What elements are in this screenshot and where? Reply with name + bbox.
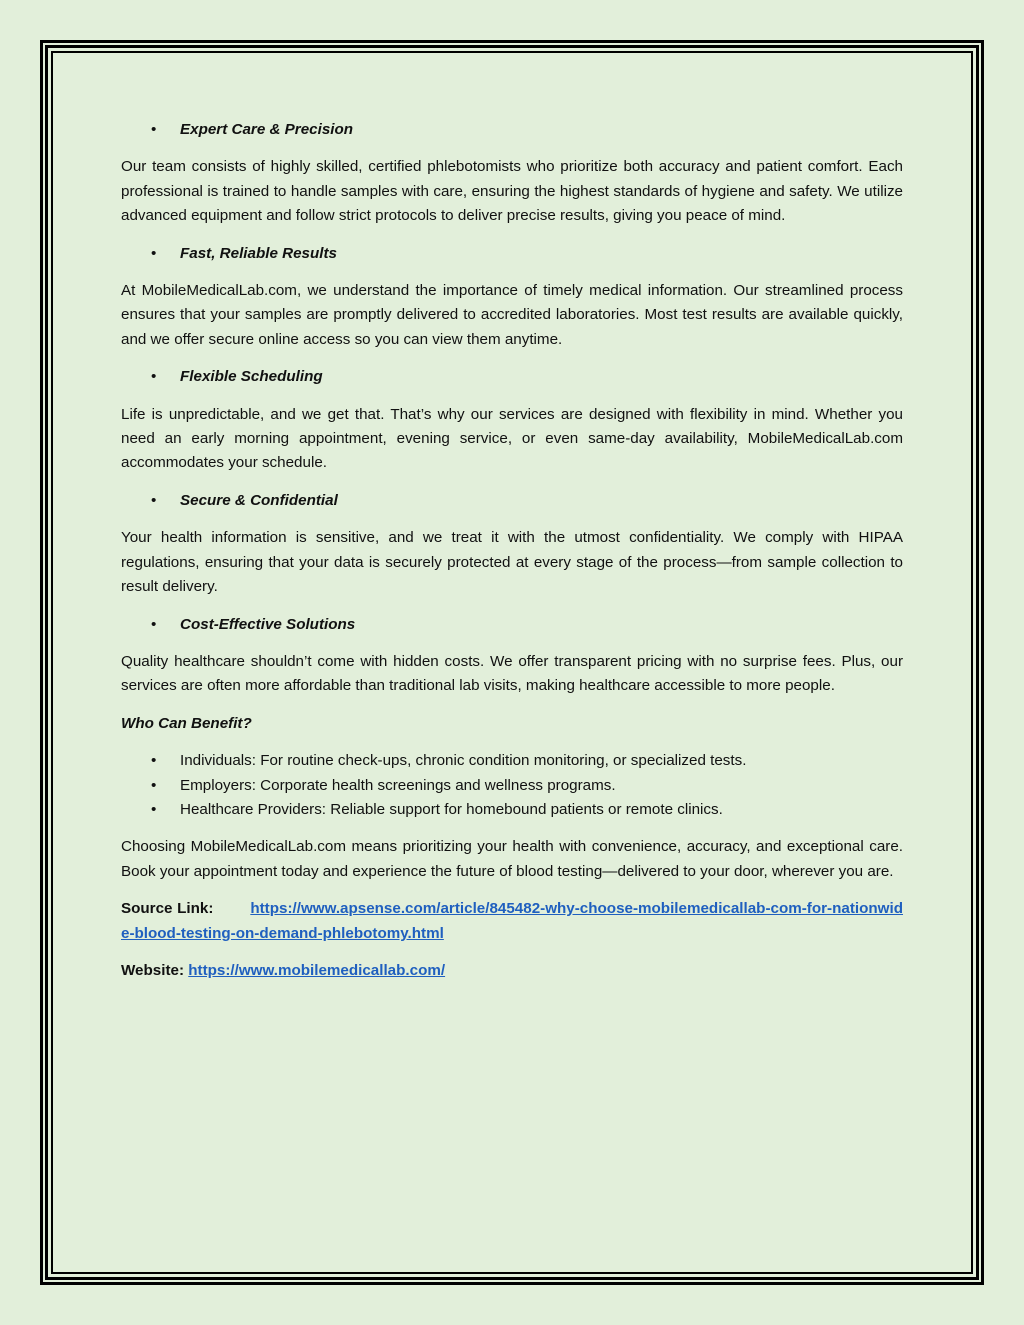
list-item: • Healthcare Providers: Reliable support for homebound patients or remote clinics. <box>121 798 903 822</box>
benefit-list <box>121 749 903 822</box>
section-text-expert-care: Our team consists of highly skilled, certified phlebotomists who prioritize both accuracy and patient comfort. Each professional is trained to handle samples with care, ensuring the highest standards of hygiene and safety. We utilize advanced equipment and follow strict protocols to deliver precise results, giving you peace of mind. <box>121 158 903 225</box>
section-heading-secure-confidential: • Secure & Confidential <box>121 489 903 513</box>
who-can-benefit-heading: Who Can Benefit? <box>121 714 252 732</box>
website-line <box>121 959 903 983</box>
section-text-flexible-scheduling: Life is unpredictable, and we get that. That’s why our services are designed with flexibility in mind. Whether you need an early morning appointment, evening service, or even same-day availability, MobileMedicalLab.com accommodates your schedule. <box>121 405 903 472</box>
section-heading-expert-care: • Expert Care & Precision <box>121 118 903 142</box>
closing-paragraph: Choosing MobileMedicalLab.com means prioritizing your health with convenience, accuracy, and exceptional care. Book your appointment today and experience the future of blood testing—delivered to your door, wherever you are. <box>121 838 903 880</box>
website-link[interactable]: https://www.mobilemedicallab.com/ <box>188 961 446 979</box>
section-heading-fast-results: • Fast, Reliable Results <box>121 242 903 266</box>
source-link-label: Source Link: <box>121 900 214 918</box>
section-heading-flexible-scheduling: • Flexible Scheduling <box>121 365 903 389</box>
section-text-cost-effective: Quality healthcare shouldn’t come with hidden costs. We offer transparent pricing with no surprise fees. Plus, our services are often more affordable than traditional lab visits, making healthcare accessible to more people. <box>121 652 903 695</box>
source-link[interactable]: https://www.apsense.com/article/845482-why-choose-mobilemedicallab-com-for-nationwide-blood-testing-on-demand-phlebotomy.html <box>121 900 903 942</box>
section-text-fast-results: At MobileMedicalLab.com, we understand the importance of timely medical information. Our streamlined process ensures that your samples are promptly delivered to accredited laboratories. Most test results are available quickly, and we offer secure online access so you can view them anytime. <box>121 282 903 348</box>
section-text-secure-confidential: Your health information is sensitive, and we treat it with the utmost confidentiality. We comply with HIPAA regulations, ensuring that your data is securely protected at every stage of the process—from sample collection to result delivery. <box>121 529 903 596</box>
document-body <box>121 118 903 996</box>
list-item: • Employers: Corporate health screenings and wellness programs. <box>121 774 903 798</box>
source-line <box>121 897 903 946</box>
section-heading-cost-effective: • Cost-Effective Solutions <box>121 613 903 637</box>
list-item: • Individuals: For routine check-ups, chronic condition monitoring, or specialized tests. <box>121 749 903 773</box>
website-label: Website: <box>121 961 185 979</box>
